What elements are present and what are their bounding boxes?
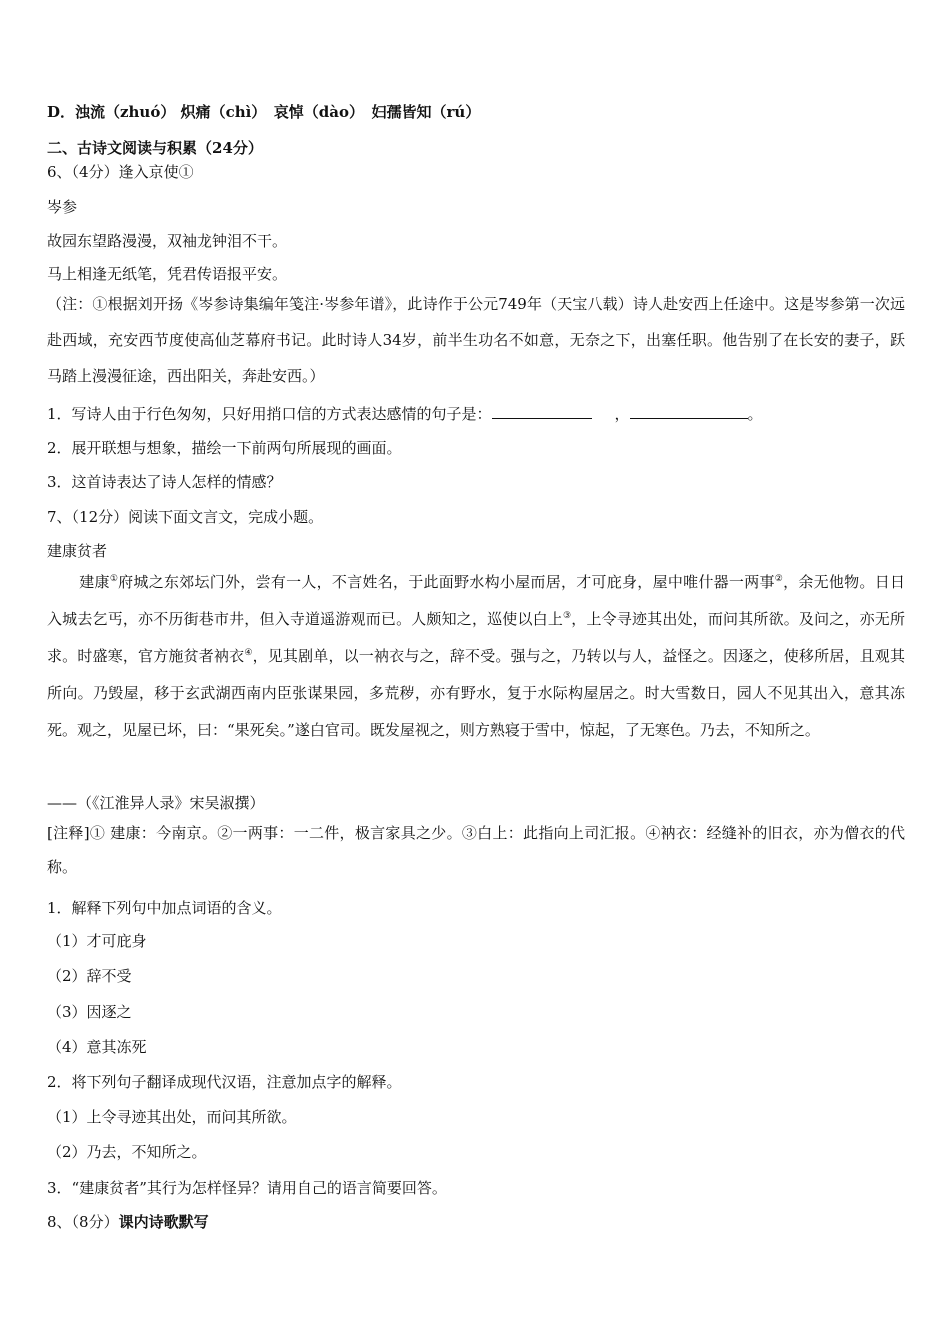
- q7-sub-1-item: （1）才可庇身: [47, 932, 147, 950]
- q6-note: （注：①根据刘开扬《岑参诗集编年笺注·岑参年谱》，此诗作于公元749年（天宝八载）诗人赴安西上任途中。这是岑参第一次远赴西域，充安西节度使高仙芝幕府书记。此时诗人34岁，前半生功名不如意，无奈之下，出塞任职。他告别了在长安的妻子，跃马踏上漫漫征途，西出阳关，奔赴安西。）: [47, 295, 905, 385]
- footnote-mark-1: ①: [109, 574, 119, 584]
- footnote-mark-2: ②: [774, 574, 784, 584]
- q6-sub-1-end: 。: [747, 405, 763, 423]
- passage-text: 建康: [79, 573, 110, 591]
- passage-text: 府城之东郊坛门外，尝有一人，不言姓名，于此面野水构小屋而居，才可庇身，屋中唯什器一两事: [118, 573, 775, 591]
- passage-text: ，见其剧单，以一衲衣与之，辞不受。强与之，乃转以与人，益怪之。因逐之，使移所居，且观其所向。乃毁屋，移于玄武湖西南内臣张谋果园，多荒秽，亦有野水，复于水际构屋居之。时大雪数日，园人不见其出入，意其冻死。观之，见屋已坏，曰：“果死矣。”遂白官司。既发屋视之，则方熟寝于雪中，惊起，了无寒色。乃去，不知所之。: [47, 647, 905, 739]
- q7-sub-1-item: （2）辞不受: [47, 967, 132, 985]
- q6-sub-3: 3．这首诗表达了诗人怎样的情感？: [47, 473, 282, 491]
- q8-header: [47, 1212, 209, 1232]
- q6-header: 6、（4分）逢入京使①: [47, 163, 194, 181]
- q7-sub-2: 2．将下列句子翻译成现代汉语，注意加点字的解释。: [47, 1073, 402, 1091]
- q6-poem-line-2: 马上相逢无纸笔，凭君传语报平安。: [47, 265, 288, 283]
- q6-sub-1-sep: ，: [614, 405, 630, 423]
- q6-author: 岑参: [47, 198, 78, 216]
- q6-poem-line-1: 故园东望路漫漫，双袖龙钟泪不干。: [47, 232, 288, 250]
- passage-text: ，余无他物。日日入城去乞丐，亦不历街巷市井，但入寺道遥游观而已。人颇知之，巡使以白上: [47, 573, 905, 628]
- q7-annotation: [注释]① 建康：今南京。②一两事：一二件，极言家具之少。③白上：此指向上司汇报。④衲衣：经缝补的旧衣，亦为僧衣的代称。: [47, 824, 905, 876]
- q7-title: 建康贫者: [47, 542, 108, 560]
- q7-sub-1: 1．解释下列句中加点词语的含义。: [47, 899, 282, 917]
- answer-blank-1[interactable]: [492, 404, 592, 419]
- q7-sub-2-item: （1）上令寻迹其出处，而问其所欲。: [47, 1108, 297, 1126]
- q8-title: 课内诗歌默写: [118, 1213, 209, 1231]
- q7-sub-1-item: （3）因逐之: [47, 1003, 132, 1021]
- option-d-line: D．浊流（zhuó） 炽痛（chì） 哀悼（dào） 妇孺皆知（rú）: [47, 103, 481, 121]
- footnote-mark-3: ③: [563, 611, 572, 621]
- footnote-mark-4: ④: [244, 648, 253, 658]
- answer-blank-2[interactable]: [630, 404, 748, 419]
- q6-sub-1: [47, 404, 763, 424]
- q7-sub-1-item: （4）意其冻死: [47, 1038, 147, 1056]
- q8-prefix: 8、（8分）: [47, 1213, 119, 1231]
- q6-sub-2: 2．展开联想与想象，描绘一下前两句所展现的画面。: [47, 439, 402, 457]
- q7-sub-3: 3．“建康贫者”其行为怎样怪异？请用自己的语言简要回答。: [47, 1179, 447, 1197]
- q7-header: 7、（12分）阅读下面文言文，完成小题。: [47, 508, 324, 526]
- q7-passage: [47, 564, 905, 749]
- q6-sub-1-text: 1．写诗人由于行色匆匆，只好用捎口信的方式表达感情的句子是：: [47, 405, 492, 423]
- q7-source: ——（《江淮异人录》宋吴淑撰）: [47, 794, 265, 812]
- passage-text: ，上令寻迹其出处，而问其所欲。及问之，亦无所求。时盛寒，官方施贫者衲衣: [47, 610, 905, 665]
- section-2-title: 二、古诗文阅读与积累（24分）: [47, 139, 263, 157]
- q7-sub-2-item: （2）乃去，不知所之。: [47, 1143, 207, 1161]
